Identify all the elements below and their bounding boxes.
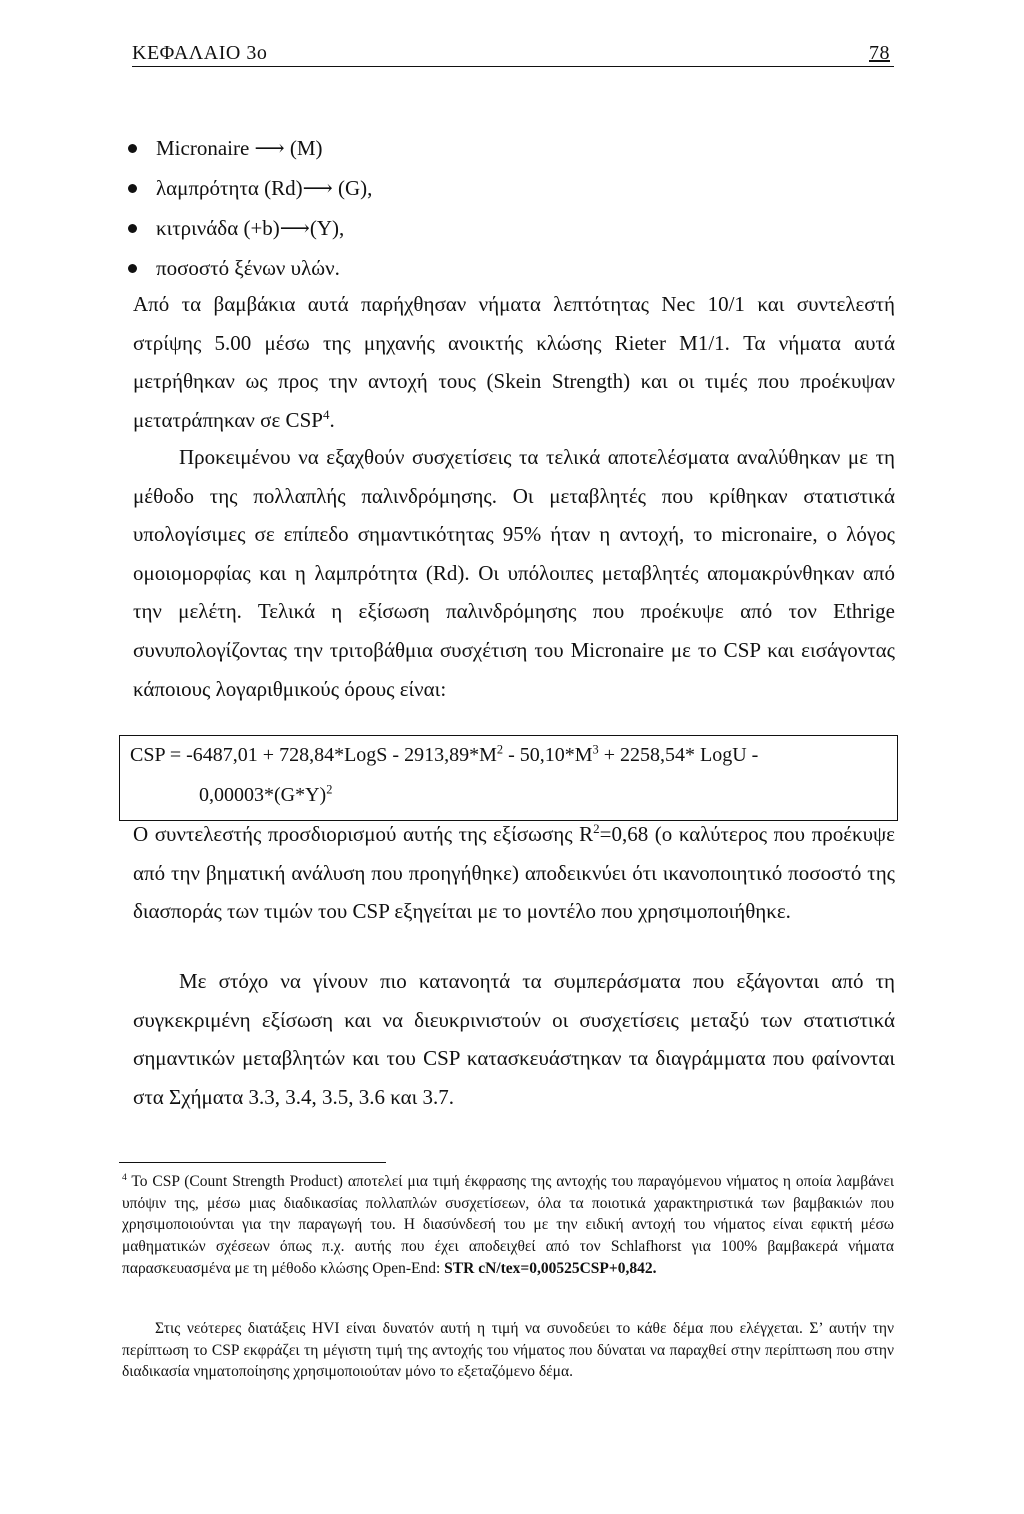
paragraph-yarn-production bbox=[133, 285, 895, 439]
footnote-hvi: Στις νεότερες διατάξεις HVI είναι δυνατόν αυτή η τιμή να συνοδεύει το κάθε δέμα που ελέγχεται. Σ’ αυτήν την περίπτωση το CSP εκφράζει τη μέγιστη τιμή της αντοχής του νήματος που δύναται να παραχθεί στην περίπτωση που στην διαδικασία νηματοποίησης χρησιμοποιούταν μόνο το εξεταζόμενο δέμα. bbox=[122, 1320, 894, 1381]
footnote-formula: STR cN/tex=0,00525CSP+0,842. bbox=[444, 1259, 657, 1277]
equation-line-1: CSP = -6487,01 + 728,84*LogS - $2913,89*M^2 - 50,10*M^3 + 2258,54*$ LogU - bbox=[130, 742, 759, 766]
page-number: 78 bbox=[869, 42, 890, 64]
paragraph-end: . bbox=[329, 407, 335, 432]
footnote-marker: 4 bbox=[122, 1172, 127, 1184]
footnote-reference[interactable]: 4 bbox=[322, 406, 330, 422]
footnote-divider bbox=[119, 1162, 386, 1163]
list-item: κιτρινάδα (+b)⟶(Y), bbox=[122, 210, 372, 250]
page-header bbox=[132, 42, 894, 67]
paragraph-figures: Με στόχο να γίνουν πιο κατανοητά τα συμπεράσματα που εξάγονται από τη συγκεκριμένη εξίσωση και να διευκρινιστούν οι συσχετίσεις μεταξύ των στατιστικά σημαντικών μεταβλητών και του CSP κατασκευάστηκαν τα διαγράμματα που φαίνονται στα Σχήματα 3.3, 3.4, 3.5, 3.6 και 3.7. bbox=[133, 969, 895, 1109]
equation-box bbox=[119, 735, 898, 821]
list-item: ποσοστό ξένων υλών. bbox=[122, 250, 372, 290]
equation-line-2: $0,00003*(G*Y)^2$ bbox=[199, 782, 333, 806]
paragraph-r-squared: Ο συντελεστής προσδιορισμού αυτής της εξίσωσης $R^2=0,68$ (ο καλύτερος που προέκυψε από την βηματική ανάλυση που προηγήθηκε) αποδεικνύει ότι ικανοποιητικό ποσοστό της διασποράς των τιμών του CSP εξηγείται με το μοντέλο που χρησιμοποιήθηκε. bbox=[133, 821, 895, 924]
footnote-csp: $^4$ Το CSP (Count Strength Product) αποτελεί μια τιμή έκφρασης της αντοχής του παραγόμενου νήματος η οποία λαμβάνει υπόψιν της, μέσω μιας διαδικασίας πολλαπλών συσχετίσεων, όλα τα ποιοτικά χαρακτηριστικά των βαμβακιών που χρησιμοποιούνται για την παραγωγή του. Η διασύνδεσή του με την ειδική αντοχή του νήματος είναι εφικτή μέσω μαθηματικών σχέσεων όπως π.χ. αυτής που έχει αποδειχθεί από τον Schlafhorst για 100% βαμβακερά νήματα παρασκευασμένα με τη μέθοδο κλώσης Open-End: STR cN/tex=0,00525CSP+0,842. bbox=[122, 1172, 894, 1277]
chapter-title: ΚΕΦΑΛΑΙΟ 3ο bbox=[132, 42, 268, 64]
paragraph-regression: Προκειμένου να εξαχθούν συσχετίσεις τα τελικά αποτελέσματα αναλύθηκαν με τη μέθοδο της πολλαπλής παλινδρόμησης. Οι μεταβλητές που κρίθηκαν στατιστικά υπολογίσιμες σε επίπεδο σημαντικότητας 95% ήταν η αντοχή, το micronaire, ο λόγος ομοιομορφίας και η λαμπρότητα (Rd). Οι υπόλοιπες μεταβλητές απομακρύνθηκαν από την μελέτη. Τελικά η εξίσωση παλινδρόμησης που προέκυψε από τον Ethrige συνυπολογίζοντας την τριτοβάθμια συσχέτιση του Micronaire με το CSP και εισάγοντας κάποιους λογαριθμικούς όρους είναι: bbox=[133, 445, 895, 701]
list-item: λαμπρότητα (Rd)⟶ (G), bbox=[122, 170, 372, 210]
variable-list bbox=[122, 130, 372, 290]
paragraph-text: Από τα βαμβάκια αυτά παρήχθησαν νήματα λεπτότητας Nec 10/1 και συντελεστή στρίψης 5.00 μέσω της μηχανής ανοικτής κλώσης Rieter M1/1. Τα νήματα αυτά μετρήθηκαν ως προς την αντοχή τους (Skein Strength) και οι τιμές που προέκυψαν μετατράπηκαν σε CSP bbox=[133, 292, 895, 432]
list-item: Micronaire ⟶ (M) bbox=[122, 130, 372, 170]
